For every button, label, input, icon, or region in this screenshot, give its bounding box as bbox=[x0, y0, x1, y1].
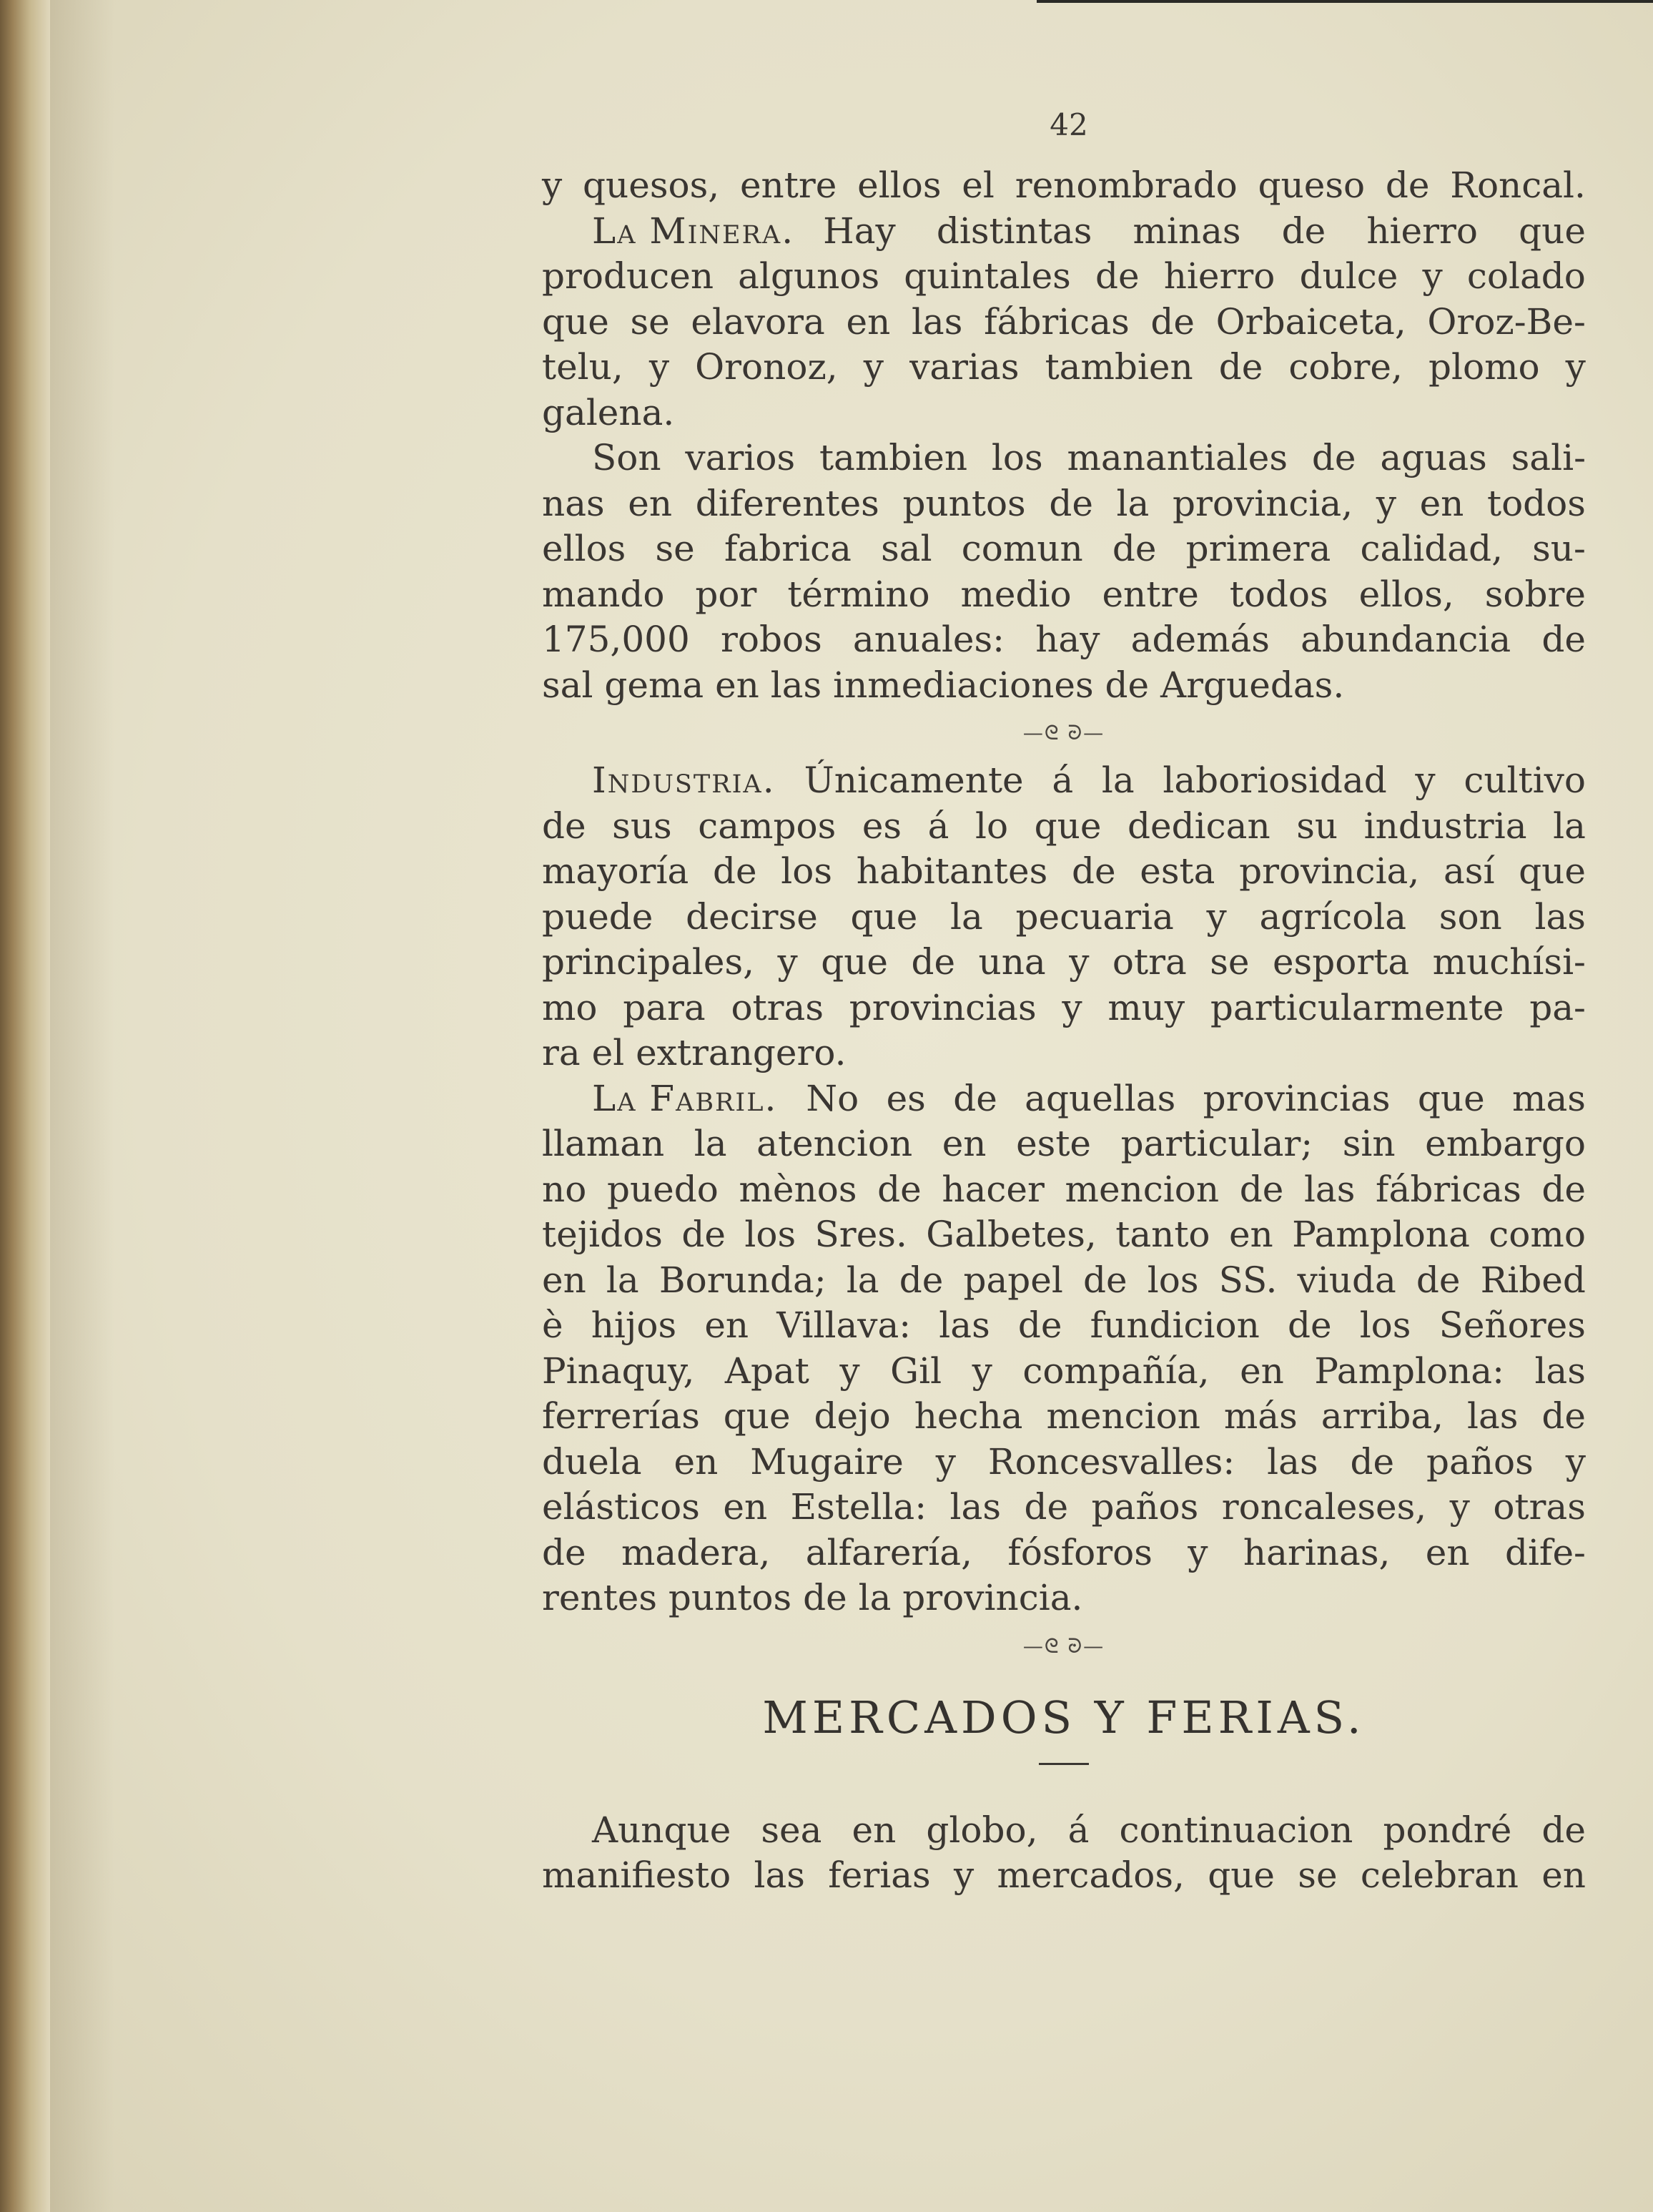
fabril-label: La Fabril. bbox=[592, 1077, 778, 1119]
text-line: Son varios tambien los manantiales de aguas sali- bbox=[592, 437, 1586, 478]
section-heading: MERCADOS Y FERIAS. bbox=[762, 1691, 1366, 1744]
paragraph-industria bbox=[542, 804, 1586, 1076]
text-line: tejidos de los Sres. Galbetes, tanto en Pamplona como bbox=[542, 1214, 1586, 1255]
text-line: nas en diferentes puntos de la provincia, y en todos bbox=[542, 482, 1586, 524]
paragraph-top bbox=[542, 163, 1586, 209]
text-line: elásticos en Estella: las de paños roncaleses, y otras bbox=[542, 1486, 1586, 1528]
text-line: principales, y que de una y otra se esporta muchísi- bbox=[542, 941, 1586, 983]
text-line: rentes puntos de la provincia. bbox=[542, 1577, 1083, 1618]
text-line: mayoría de los habitantes de esta provincia, así que bbox=[542, 850, 1586, 892]
text-line: producen algunos quintales de hierro dulce y colado bbox=[542, 255, 1586, 297]
paragraph-mercados bbox=[542, 1808, 1586, 1899]
text-line: puede decirse que la pecuaria y agrícola son las bbox=[542, 895, 1586, 938]
paragraph-minera bbox=[542, 254, 1586, 436]
text-line: è hijos en Villava: las de fundicion de los Señores bbox=[542, 1304, 1586, 1346]
book-spine bbox=[0, 0, 50, 2212]
text-line: sal gema en las inmediaciones de Arguedas. bbox=[542, 664, 1345, 706]
text-line: de sus campos es á lo que dedican su industria la bbox=[542, 805, 1586, 847]
minera-label: La Minera. bbox=[592, 210, 795, 252]
text-line: telu, y Oronoz, y varias tambien de cobre, plomo y bbox=[542, 346, 1586, 388]
section-ornament-2: —ᘓ ᘒ— bbox=[1022, 1633, 1105, 1658]
fabril-first-line bbox=[542, 1076, 1586, 1122]
text-line: llaman la atencion en este particular; sin embargo bbox=[542, 1123, 1586, 1164]
section-ornament-1: —ᘓ ᘒ— bbox=[1022, 721, 1105, 744]
text-line: ellos se fabrica sal comun de primera calidad, su- bbox=[542, 528, 1586, 569]
text-line: Aunque sea en globo, á continuacion pondré de bbox=[592, 1809, 1586, 1851]
text-line: no puedo mènos de hacer mencion de las fábricas de bbox=[542, 1168, 1586, 1210]
text-line: en la Borunda; la de papel de los SS. viuda de Ribed bbox=[542, 1259, 1586, 1301]
text-line: duela en Mugaire y Roncesvalles: las de paños y bbox=[542, 1440, 1586, 1483]
text-line: ra el extrangero. bbox=[542, 1032, 847, 1073]
text-line: mo para otras provincias y muy particularmente pa- bbox=[542, 986, 1586, 1028]
industria-label: Industria. bbox=[592, 760, 776, 801]
text-line: ferrerías que dejo hecha mencion más arriba, las de bbox=[542, 1395, 1586, 1437]
industria-first-text: Únicamente á la laboriosidad y cultivo bbox=[804, 760, 1586, 801]
body-text bbox=[542, 107, 1586, 1899]
page-edge bbox=[1037, 0, 1653, 3]
industria-first-line bbox=[542, 758, 1586, 804]
heading-rule bbox=[1039, 1763, 1089, 1765]
page-number: 42 bbox=[1050, 107, 1088, 142]
fabril-first-text: No es de aquellas provincias que mas bbox=[806, 1077, 1586, 1119]
paragraph-salinas bbox=[542, 436, 1586, 708]
text-line: y quesos, entre ellos el renombrado queso de Roncal. bbox=[542, 164, 1586, 206]
minera-first-line bbox=[542, 209, 1586, 255]
text-line: de madera, alfarería, fósforos y harinas, en dife- bbox=[542, 1531, 1586, 1573]
text-line: mando por término medio entre todos ellos, sobre bbox=[542, 573, 1586, 615]
text-line: 175,000 robos anuales: hay además abundancia de bbox=[542, 619, 1586, 660]
paragraph-fabril bbox=[542, 1121, 1586, 1621]
minera-first-text: Hay distintas minas de hierro que bbox=[823, 210, 1586, 252]
text-line: galena. bbox=[542, 391, 675, 433]
text-line: Pinaquy, Apat y Gil y compañía, en Pamplona: las bbox=[542, 1350, 1586, 1392]
text-line: que se elavora en las fábricas de Orbaiceta, Oroz-Be- bbox=[542, 300, 1586, 343]
text-line: manifiesto las ferias y mercados, que se celebran en bbox=[542, 1854, 1586, 1896]
